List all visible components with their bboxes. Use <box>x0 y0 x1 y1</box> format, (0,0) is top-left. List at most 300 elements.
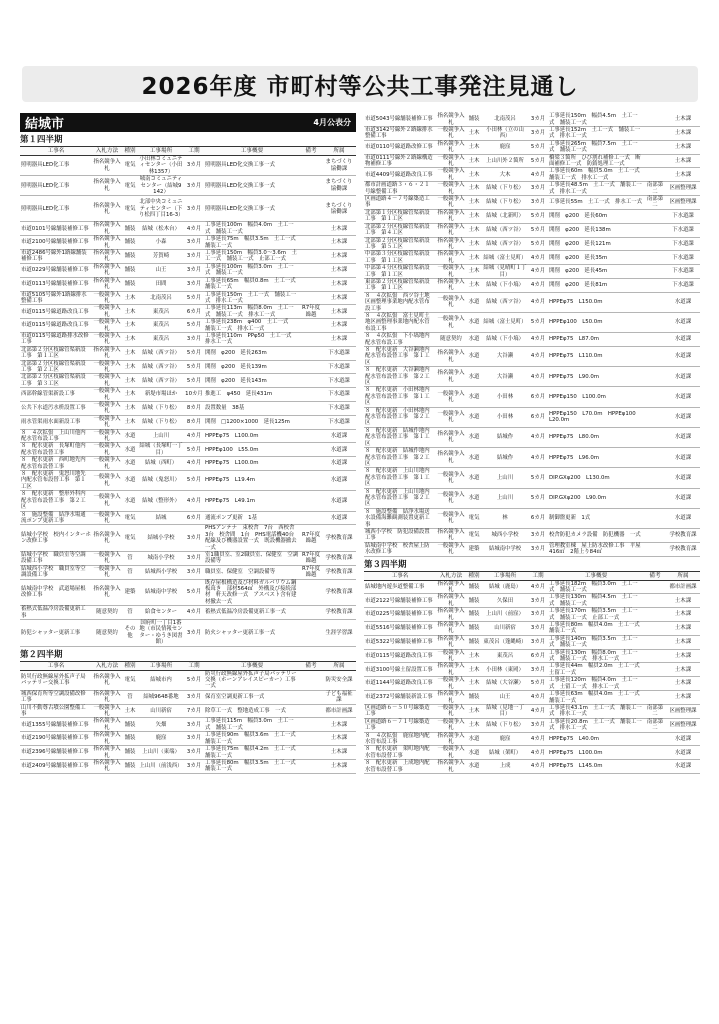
table-cell: 開削 φ200 延長138m <box>548 223 644 237</box>
table-cell <box>644 649 666 663</box>
table-cell: 土木課 <box>322 222 356 236</box>
table-cell <box>300 670 322 690</box>
table-cell <box>300 620 322 647</box>
table-cell <box>300 415 322 429</box>
table-cell: 推進工 φ450 延長431m <box>204 388 300 402</box>
table-cell: 南部第二 <box>644 182 666 196</box>
table-cell: 指名競争入札 <box>93 346 121 360</box>
table-row <box>364 760 700 774</box>
table-cell: 3カ月 <box>184 620 204 647</box>
table-cell: 生涯学習課 <box>322 620 356 647</box>
table-cell <box>300 718 322 732</box>
projects-table <box>364 113 700 557</box>
table-cell: 工事延長130m 幅員4.5m 土工一式 舗装工一式 <box>548 594 644 608</box>
table-cell: 通流ポンプ更新 1基 <box>204 511 300 525</box>
table-cell: 指名競争入札 <box>437 113 465 126</box>
table-cell <box>644 677 666 691</box>
table-cell: 3カ月 <box>184 565 204 579</box>
table-cell: 3カ月 <box>184 551 204 565</box>
table-cell: 照明器具LED化工事 <box>20 156 92 176</box>
table-cell <box>644 387 666 407</box>
table-row <box>20 263 356 277</box>
table-cell: 照明器具LED化工事 <box>20 176 92 196</box>
table-cell: 8カ月 <box>184 402 204 416</box>
table-cell: 土木課 <box>666 113 700 127</box>
table-cell: 6カ月 <box>184 305 204 319</box>
table-cell: 舗装 <box>122 250 138 264</box>
table-cell: 一般競争入札 <box>437 196 465 209</box>
table-cell: 管 <box>122 690 138 704</box>
table-row <box>364 635 700 649</box>
table-cell: 3カ月 <box>528 113 548 127</box>
table-cell: 指名競争入札 <box>92 525 122 552</box>
table-cell: ８ ４次拡張 下小塙地内配水管布設工事 <box>364 333 436 347</box>
table-cell: 山川不動尊古墳公園整備工事 <box>20 704 92 718</box>
table-cell: 10カ月 <box>184 388 204 402</box>
table-cell: 市道2122号線舗装補修工事 <box>364 594 436 608</box>
table-cell <box>300 291 322 305</box>
table-cell: ８ ４次拡張 上山川他内配水管布設工事 <box>20 429 92 443</box>
table-cell: 市道1355号線舗装補修工事 <box>20 718 92 732</box>
table-row <box>20 156 356 176</box>
table-cell <box>644 278 666 292</box>
table-cell: まちづくり協働課 <box>322 176 356 196</box>
table-cell: 結城（下り松） <box>138 402 184 416</box>
table-cell: 土木 <box>466 718 482 732</box>
table-cell: 3カ月 <box>528 528 548 542</box>
table-cell: 土木課 <box>666 140 700 154</box>
table-cell: 一般競争入札 <box>437 718 465 732</box>
table-cell: 一般競争入札 <box>93 374 121 387</box>
table-cell: 照明器具LED化交換工事一式 <box>204 196 300 222</box>
table-row <box>20 565 356 579</box>
table-cell: 土木 <box>466 127 482 141</box>
table-cell: 一般競争入札 <box>437 649 465 663</box>
table-cell <box>300 360 322 374</box>
table-cell: 給食センター <box>138 606 184 620</box>
table-row <box>364 508 700 528</box>
table-cell: 水道 <box>466 292 482 312</box>
table-cell: DIP.GXφ200 L130.0m <box>548 468 644 488</box>
column-header: 種別 <box>122 661 138 670</box>
table-cell: HPPEφ100 L55.0m <box>204 443 300 457</box>
table-cell: 結城（長塚町一丁目） <box>139 443 183 456</box>
table-cell: 学校教育課 <box>322 551 356 565</box>
table-cell: 指名競争入札 <box>436 448 466 468</box>
table-cell: 一般競争入札 <box>93 443 121 456</box>
table-cell: 土木 <box>122 415 138 429</box>
table-cell: 土木 <box>466 278 482 292</box>
table-cell: 東茂呂 <box>138 319 184 333</box>
table-row <box>364 333 700 347</box>
table-cell: 結城（鹿島） <box>482 580 528 594</box>
table-cell: 3カ月 <box>184 176 204 196</box>
table-cell: 山川新宿 <box>482 622 528 636</box>
table-row <box>20 491 356 511</box>
table-cell <box>300 690 322 704</box>
table-cell: ８ 配水更新 上山川地内配水管布設替工事 第１工区 <box>364 468 436 488</box>
table-cell: 市道2409号線舗装補修工事 <box>20 759 92 773</box>
table-cell <box>644 223 666 237</box>
table-cell <box>644 542 666 556</box>
table-cell: 5カ月 <box>184 579 204 606</box>
table-cell: 4カ月 <box>528 704 548 718</box>
table-cell: 工事延長238m φ400 土工一式 舗装工一式 排水工一式 <box>204 319 300 333</box>
table-cell: 学校教育課 <box>322 525 356 552</box>
table-cell: 土木 <box>466 704 482 718</box>
table-cell: ８ 施設整備 結浄水場通流ポンプ更新工事 <box>20 511 92 525</box>
table-cell: 市道2100号線舗装補修工事 <box>20 236 92 250</box>
column-header: 入札方法 <box>92 661 122 670</box>
table-row <box>20 250 356 264</box>
table-row <box>20 222 356 236</box>
table-cell: 指名競争入札 <box>93 222 121 235</box>
table-cell: 土木 <box>122 388 138 402</box>
table-cell: 一般競争入札 <box>436 488 466 508</box>
table-cell: 指名競争入札 <box>92 176 122 196</box>
table-cell: 結城作 <box>482 448 528 468</box>
table-cell: 舗装 <box>466 594 482 608</box>
table-cell: 鹿窪 <box>138 732 184 746</box>
table-cell: 水道課 <box>666 760 700 774</box>
table-cell: ８ 配水更新 架町地内配水管布設替工事 <box>364 746 436 760</box>
table-cell: 城西小学校 防犯設備設置工事 <box>364 528 436 542</box>
table-cell: 4カ月 <box>528 367 548 387</box>
table-cell: 市道1144号線道路改良工事 <box>364 677 436 691</box>
table-cell: 水道課 <box>322 443 356 457</box>
table-cell: 土木課 <box>322 718 356 732</box>
table-row <box>364 209 700 223</box>
table-cell: 室1職員室、室2職員室、保健室 空調設備等 <box>205 551 299 565</box>
table-cell: 工事延長63m 幅員4.0m 土工一式 舗装工一式 <box>549 691 646 704</box>
table-cell <box>300 388 322 402</box>
table-cell: 3カ月 <box>184 690 204 704</box>
table-cell: 3カ月 <box>528 196 548 210</box>
table-cell: 4カ月 <box>528 580 548 594</box>
table-cell: 一般競争入札 <box>93 291 121 304</box>
table-cell <box>644 154 666 168</box>
table-cell: 3カ月 <box>528 127 548 141</box>
table-cell: 開削 φ200 延長139m <box>204 360 300 374</box>
table-cell <box>644 760 666 774</box>
table-cell: 山王 <box>482 691 528 705</box>
table-cell: 工事延長100m 幅員4.0m 土工一式 舗装工一式 <box>204 222 300 236</box>
table-cell: 結城（松木台） <box>138 222 184 236</box>
table-cell: 水道 <box>466 407 482 427</box>
table-cell <box>300 196 322 222</box>
table-cell: 指名競争入札 <box>93 690 121 704</box>
table-cell: 工事延長43.1m 土工一式 舗装工一式 排水工一式 <box>548 704 644 718</box>
table-row <box>364 580 700 594</box>
table-cell: 指名競争入札 <box>93 746 121 759</box>
table-cell: 小田林（東岡） <box>482 663 528 677</box>
table-cell: 芳賀崎 <box>138 250 184 264</box>
table-cell: 水道課 <box>322 457 356 471</box>
table-cell <box>300 332 322 346</box>
table-cell: HPPEφ75 L96.0m <box>548 448 644 468</box>
table-cell: 下水道課 <box>322 402 356 416</box>
table-row <box>364 704 700 718</box>
table-cell: 工事延長20.8m 土工一式 舗装工一式 排水工一式 <box>548 718 644 732</box>
table-cell: 一般競争入札 <box>436 508 466 528</box>
table-cell: 水道 <box>466 333 482 347</box>
table-cell: 鹿窪 <box>482 140 528 154</box>
table-cell: 城西保育所等空調設備改修工事 <box>20 690 92 704</box>
table-cell: まちづくり協働課 <box>322 156 356 176</box>
table-cell: 5カ月 <box>528 312 548 332</box>
table-cell: R7年度繰越 <box>300 305 322 319</box>
table-row <box>20 732 356 746</box>
table-cell: ８ ４次拡張 西ツ谷土地区画整理事業地内配水管布設工事 <box>364 292 436 312</box>
table-cell: 3カ月 <box>184 156 204 176</box>
column-header: 工事名 <box>20 661 92 670</box>
table-cell: 市道0115号線道路改良工事 <box>20 305 92 319</box>
table-cell <box>644 209 666 223</box>
table-cell <box>644 594 666 608</box>
table-cell: 指名競争入札 <box>437 223 465 237</box>
table-cell: 城西小学校 <box>482 528 528 542</box>
table-cell: 市道5043号線舗装補修工事 <box>364 113 436 127</box>
table-cell: 開削 φ200 延長35m <box>548 251 644 265</box>
table-cell: 指名競争入札 <box>93 277 121 291</box>
table-row <box>20 236 356 250</box>
table-cell: 結城（下り松） <box>482 196 528 210</box>
table-cell: 山川新宿 <box>138 704 184 718</box>
table-row <box>364 677 700 691</box>
table-cell: 工事延長140m 幅員3.5m 土工一式 舗装工一式 <box>548 635 644 649</box>
table-cell: 土木 <box>122 374 138 388</box>
table-cell: 一般競争入札 <box>93 415 121 429</box>
table-cell: 土木 <box>466 168 482 182</box>
table-cell: ８ 配水更新 小田林地内配水管布設替工事 第１工区 <box>364 387 436 407</box>
table-cell: 工事延長75m 幅員4.2m 土工一式 舗装工一式 <box>205 746 302 759</box>
table-cell: 南部第二 <box>644 196 666 210</box>
table-cell: 上山川 <box>482 468 528 488</box>
projects-table <box>364 571 700 774</box>
table-cell: 結城（見地一丁目） <box>482 704 528 718</box>
table-cell: 北部第２分区枝線管渠新設工事 第１工区 <box>20 346 92 360</box>
table-cell <box>644 608 666 622</box>
table-cell: 一般競争入札 <box>92 471 122 491</box>
table-cell: 指名競争入札 <box>437 635 465 649</box>
table-cell: HPPEφ75 L110.0m <box>548 347 644 367</box>
table-cell: HPPEφ75 L90.0m <box>548 367 644 387</box>
table-cell: 舗装 <box>466 635 482 649</box>
table-cell <box>644 663 666 677</box>
column-header: 入札方法 <box>436 571 466 580</box>
table-cell: 市道0111号線外２路線構造物補修工事 <box>364 154 436 168</box>
table-cell: 3カ月 <box>528 635 548 649</box>
table-cell: 土木課 <box>666 677 700 691</box>
table-row <box>20 525 356 552</box>
table-cell: 開削 φ200 延長45m <box>548 265 644 279</box>
table-row <box>364 347 700 367</box>
table-cell: 土木課 <box>666 594 700 608</box>
table-cell: 土木課 <box>666 154 700 168</box>
table-cell: 工事延長115m 幅員3.0m 土工一式 舗装工一式 <box>204 718 300 732</box>
table-cell <box>300 759 322 773</box>
table-cell: 結城西小学校 <box>138 565 184 579</box>
table-cell: 指名競争入札 <box>437 580 465 593</box>
table-cell: 学校教育課 <box>666 542 700 556</box>
table-cell: 指名競争入札 <box>93 759 121 773</box>
table-cell <box>644 746 666 760</box>
table-cell <box>644 468 666 488</box>
table-cell: ８ 配水更新 鬼怒川地先内配水管布設替工事 第１工区 <box>20 471 92 491</box>
table-cell: 水道課 <box>666 407 700 427</box>
table-cell: 結城小学校 <box>138 525 184 552</box>
table-cell <box>644 292 666 312</box>
column-header: 工事概要 <box>204 147 300 156</box>
table-cell: 6カ月 <box>528 649 548 663</box>
table-cell: 下水道課 <box>666 278 700 292</box>
table-cell: 工事延長130m 幅員8.0m 土工一式 舗装工一式 排水工一式 <box>548 649 644 663</box>
table-cell <box>300 491 322 511</box>
table-cell: 結城小学校 校内インターホン改修工事 <box>20 525 92 552</box>
table-cell: 子ども福祉課 <box>322 690 356 704</box>
table-row <box>20 415 356 429</box>
table-row <box>20 457 356 471</box>
column-header: 入札方法 <box>92 147 122 156</box>
table-cell: 土木 <box>466 251 482 265</box>
table-cell: 東部第２分区枝線管渠新設工事 第１工区 <box>364 278 436 292</box>
table-cell: 土木課 <box>322 746 356 760</box>
table-cell: 工事延長80m 幅員4.0m 土工一式 舗装工一式 <box>549 622 646 635</box>
table-cell: 舗装 <box>466 113 482 127</box>
table-cell: 一般競争入札 <box>93 511 121 524</box>
table-cell: 土木課 <box>322 305 356 319</box>
table-row <box>20 443 356 457</box>
table-row <box>20 670 356 690</box>
table-cell <box>300 263 322 277</box>
table-cell: PHSアンテナ 束校舎 7台 西校舎 3台 校舎間 1台 PHS電話機40台 配線及び機器設置一式 既設機器撤去一式 <box>205 525 300 551</box>
table-row <box>364 732 700 746</box>
table-row <box>20 346 356 360</box>
column-header: 工事名 <box>364 571 436 580</box>
table-cell: 下水道課 <box>666 265 700 279</box>
table-cell: 4カ月 <box>528 691 548 705</box>
column-header: 所属 <box>322 661 356 670</box>
table-cell: 管 <box>122 551 138 565</box>
table-cell: 4カ月 <box>528 347 548 367</box>
table-cell: 工事延長44m 幅員2.0m 土工一式 土留工一式 <box>549 663 646 676</box>
table-cell: 開削 φ200 延長60m <box>548 209 644 223</box>
table-row <box>364 407 700 427</box>
table-cell: 水道 <box>122 457 138 471</box>
table-cell: 4カ月 <box>528 265 548 279</box>
table-cell: 結城（架町） <box>482 746 528 760</box>
table-cell: 土木課 <box>322 291 356 305</box>
table-cell: 指名競争入札 <box>437 594 465 607</box>
table-cell: 一般競争入札 <box>437 542 465 556</box>
table-cell: 指名競争入札 <box>437 760 465 773</box>
table-row <box>364 278 700 292</box>
table-cell: 土木課 <box>322 332 356 346</box>
table-cell: 公共下水道汚水枡設置工事 <box>20 402 92 416</box>
table-cell: 電気 <box>466 528 482 542</box>
table-cell: 水道課 <box>666 427 700 447</box>
table-cell: 市道0115号線道路改良工事 <box>364 649 436 663</box>
table-cell: 水道 <box>466 488 482 508</box>
table-cell: HPPEφ75 L49.1m <box>204 491 300 511</box>
table-cell: 上山川（東端） <box>138 746 184 760</box>
table-cell: 電気 <box>122 525 138 552</box>
left-column <box>20 113 356 774</box>
table-cell: 一般競争入札 <box>437 677 465 690</box>
table-cell: 指名競争入札 <box>93 732 121 745</box>
table-cell: 土木 <box>466 663 482 677</box>
table-cell: 東茂呂 <box>482 649 528 663</box>
table-cell: 大谷瀬 <box>482 367 528 387</box>
table-cell: 結城南中学校 <box>482 542 528 556</box>
table-cell: 土木 <box>466 649 482 663</box>
table-row <box>364 168 700 182</box>
table-cell: 水道課 <box>666 732 700 746</box>
table-cell <box>644 488 666 508</box>
table-row <box>364 746 700 760</box>
table-cell: ８ 施設整備 結浄水場送水設備海難観測装置更新工事 <box>364 508 436 528</box>
table-row <box>364 251 700 265</box>
table-cell: 工事延長170m 幅員3.5m 土工一式 舗装工一式 止部工一式 <box>548 608 644 622</box>
table-cell: HPPEφ75 L19.4m <box>204 471 300 491</box>
table-cell: 雨水管渠雨水面新設工事 <box>20 415 92 429</box>
table-cell: HPPEφ75 L100.0m <box>548 746 644 760</box>
table-row <box>364 154 700 168</box>
table-cell: 水道 <box>466 312 482 332</box>
table-row <box>364 113 700 127</box>
table-row <box>364 542 700 556</box>
table-cell: 区画整理課 <box>666 704 700 718</box>
table-cell: 結城南中学校 校舎屋上防水改修工事 <box>364 542 436 556</box>
table-cell <box>300 429 322 443</box>
column-header: 工事概要 <box>548 571 644 580</box>
table-cell: 市道2486号線外1路線舗装補修工事 <box>20 250 92 264</box>
table-cell: 結城（下り松） <box>138 415 184 429</box>
table-cell: 舗装 <box>122 759 138 773</box>
table-cell: 土木 <box>122 704 138 718</box>
table-cell: 一般競争入札 <box>436 312 466 332</box>
table-cell: 土木課 <box>666 168 700 182</box>
table-row <box>20 332 356 346</box>
table-cell: 区画整理課 <box>666 718 700 732</box>
table-cell: 水道課 <box>666 312 700 332</box>
table-cell: 土木課 <box>322 319 356 333</box>
table-row <box>20 360 356 374</box>
table-cell: 区画道路６－７１号線築造工事 <box>364 718 436 732</box>
table-cell: 電気 <box>122 176 138 196</box>
table-cell: 指名競争入札 <box>437 278 465 292</box>
table-cell: 工事延長182m 幅員3.0m 土工一式 舗装工一式 <box>548 580 644 594</box>
table-cell: 市道2372号線舗装新設工事 <box>364 691 436 705</box>
table-row <box>20 620 356 647</box>
table-cell: 土木課 <box>666 649 700 663</box>
publication-date: 4月公表分 <box>313 118 351 127</box>
column-header: 備考 <box>300 147 322 156</box>
table-cell: 4カ月 <box>528 278 548 292</box>
table-row <box>20 746 356 760</box>
table-cell: 工事延長48.5m 土工一式 舗装工一式 排水工一式 <box>548 182 644 196</box>
table-cell: 3カ月 <box>528 718 548 732</box>
table-cell <box>300 732 322 746</box>
table-cell: 電気 <box>122 196 138 222</box>
table-cell: 橋梁３箇所 ひび割れ補修工一式 断面補修工一式 防錆処理工一式 <box>548 154 644 168</box>
table-cell: ８ 配水更新 結城作地内配水管布設替工事 第１工区 <box>364 427 436 447</box>
table-cell: 4カ月 <box>528 448 548 468</box>
table-row <box>364 468 700 488</box>
table-cell: 学校教育課 <box>322 565 356 579</box>
table-cell: 既存屋根構造及び材料ガルバリウム鋼板葺き 部材564㎡ 外構及び接続部材 軒天改修一式 アスベスト含有建材撤去一式 <box>204 579 300 606</box>
table-cell: 結城（下り松） <box>482 182 528 196</box>
